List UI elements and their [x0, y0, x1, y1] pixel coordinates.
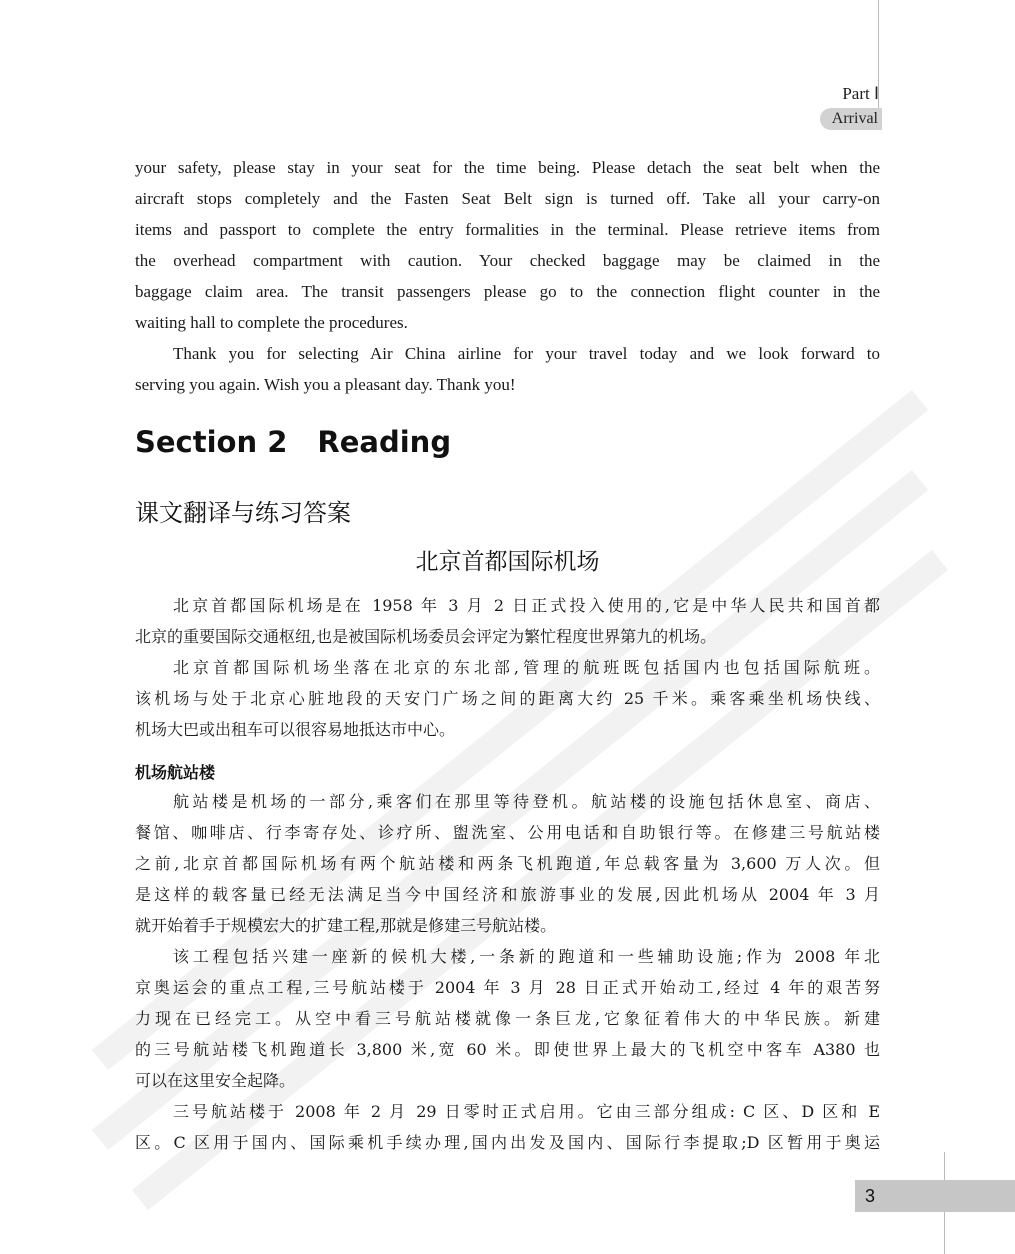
minor-heading: 机场航站楼	[135, 763, 216, 782]
chinese-line-13: 力现在已经完工。从空中看三号航站楼就像一条巨龙,它象征着伟大的中华民族。新建	[135, 1009, 880, 1028]
english-line-1: your safety, please stay in your seat for the time being. Please detach the seat belt when the	[135, 158, 880, 177]
chinese-line-4: 该机场与处于北京心脏地段的天安门广场之间的距离大约 25 千米。乘客乘坐机场快线、	[135, 689, 880, 708]
english-line-4: the overhead compartment with caution. Your checked baggage may be claimed in the	[135, 251, 880, 270]
chinese-line-12: 京奥运会的重点工程,三号航站楼于 2004 年 3 月 28 日正式开始动工,经过 4 年的艰苦努	[135, 978, 880, 997]
chinese-line-7: 餐馆、咖啡店、行李寄存处、诊疗所、盥洗室、公用电话和自助银行等。在修建三号航站楼	[135, 823, 880, 842]
page-number-tab	[855, 1180, 1015, 1212]
chinese-line-16: 三号航站楼于 2008 年 2 月 29 日零时正式启用。它由三部分组成: C 区、D 区和 E	[173, 1102, 880, 1121]
running-header-chapter-pill	[820, 108, 882, 130]
running-header-part: Part Ⅰ	[842, 84, 879, 103]
chinese-line-10: 就开始着手于规模宏大的扩建工程,那就是修建三号航站楼。	[135, 916, 557, 935]
english-line-2: aircraft stops completely and the Fasten Seat Belt sign is turned off. Take all your carry-on	[135, 189, 880, 208]
page-number: 3	[864, 1186, 875, 1206]
english-line-7: Thank you for selecting Air China airline for your travel today and we look forward to	[173, 344, 880, 363]
subheading: 课文翻译与练习答案	[135, 499, 351, 527]
section-heading	[135, 425, 451, 459]
chinese-line-1: 北京首都国际机场是在 1958 年 3 月 2 日正式投入使用的,它是中华人民共和国首都	[173, 596, 880, 615]
english-line-5: baggage claim area. The transit passengers please go to the connection flight counter in the	[135, 282, 880, 301]
chinese-line-5: 机场大巴或出租车可以很容易地抵达市中心。	[135, 720, 456, 739]
section-number: Section 2	[135, 425, 288, 459]
article-title-text: 北京首都国际机场	[415, 549, 600, 575]
english-line-6: waiting hall to complete the procedures.	[135, 313, 408, 332]
english-line-3: items and passport to complete the entry formalities in the terminal. Please retrieve items from	[135, 220, 880, 239]
chinese-line-8: 之前,北京首都国际机场有两个航站楼和两条飞机跑道,年总载客量为 3,600 万人次。但	[135, 854, 880, 873]
chinese-line-2: 北京的重要国际交通枢纽,也是被国际机场委员会评定为繁忙程度世界第九的机场。	[135, 627, 717, 646]
chinese-line-14: 的三号航站楼飞机跑道长 3,800 米,宽 60 米。即使世界上最大的飞机空中客车 A380 也	[135, 1040, 880, 1059]
running-header-chapter: Arrival	[831, 110, 878, 127]
article-title	[0, 543, 1015, 576]
chinese-line-17: 区。C 区用于国内、国际乘机手续办理,国内出发及国内、国际行李提取;D 区暂用于奥运	[135, 1133, 880, 1152]
chinese-line-3: 北京首都国际机场坐落在北京的东北部,管理的航班既包括国内也包括国际航班。	[173, 658, 880, 677]
english-line-8: serving you again. Wish you a pleasant day. Thank you!	[135, 375, 516, 394]
section-title: Reading	[317, 425, 452, 459]
chinese-line-11: 该工程包括兴建一座新的候机大楼,一条新的跑道和一些辅助设施;作为 2008 年北	[173, 947, 880, 966]
chinese-line-9: 是这样的载客量已经无法满足当今中国经济和旅游事业的发展,因此机场从 2004 年 3 月	[135, 885, 880, 904]
chinese-line-15: 可以在这里安全起降。	[135, 1071, 296, 1090]
chinese-line-6: 航站楼是机场的一部分,乘客们在那里等待登机。航站楼的设施包括休息室、商店、	[173, 792, 880, 811]
